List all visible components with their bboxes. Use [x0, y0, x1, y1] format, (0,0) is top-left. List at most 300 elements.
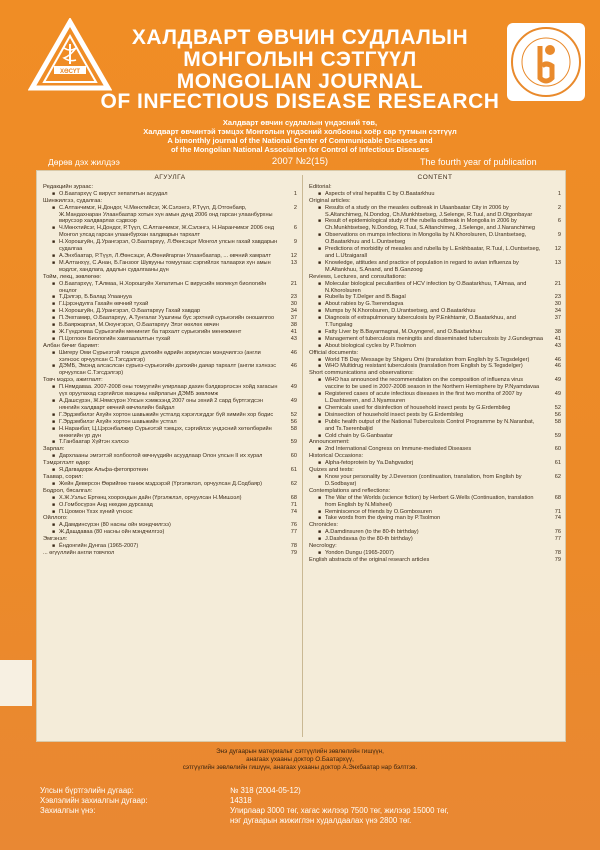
toc-entry [309, 191, 561, 198]
toc-entry [43, 467, 297, 474]
toc-entry-text: Г.Цэрэндулга Гахайн өвчний тухай [59, 301, 149, 308]
bullet-icon: ■ [318, 280, 322, 287]
toc-section-heading [43, 198, 297, 205]
bullet-icon: ■ [318, 549, 322, 556]
toc-entry [43, 350, 297, 364]
toc-entry-text: Molecular biological peculiarities of HCV infection by O.Baatarkhuu, T.Almaa, and N.Khorolsuren [325, 280, 527, 294]
bullet-icon: ■ [318, 259, 322, 266]
bullet-icon: ■ [318, 204, 322, 211]
toc-entry-text: О.Баатархүү, Т.Алмаа, Н.Хорошгуйн Хепатитын C вирусийн молекул биологийн онцлог [59, 280, 267, 294]
toc-page-number: 30 [290, 301, 297, 308]
toc-page-number: 23 [554, 294, 561, 301]
bullet-icon: ■ [318, 190, 322, 197]
subscription-value-2: нэг дугаарын жижиглэн худалдаалах үнэ 2800 төг. [230, 816, 412, 825]
toc-entry [309, 446, 561, 453]
toc-page-number: 76 [554, 529, 561, 536]
toc-entry-text: Disinsection of household insect pests by G.Erdembileg [325, 411, 464, 418]
bullet-icon: ■ [52, 308, 56, 315]
toc-entry [309, 246, 561, 260]
toc-page-number: 13 [290, 259, 297, 266]
bullet-icon: ■ [52, 439, 56, 446]
bullet-icon: ■ [318, 232, 322, 239]
subscription-value-1: Улирлаар 3000 төг, хагас жилээр 7500 төг, жилээр 15000 төг, [230, 806, 449, 815]
toc-entry-text: Т.Дэлгэр, Б.Балад Улаанууа [59, 294, 132, 301]
toc-entry-text: Н.Хорошгуйн, Д.Урангэрэл, О.Баатархүү, Л.Өөнсэцэг Монгол улсын гахай хавдарын судалгаа [59, 239, 278, 253]
toc-entry-text: Registered cases of acute infectious diseases in the first two months of 2007 by L.Dashtseren, and J.Nyamsuren [325, 391, 523, 404]
toc-page-number: 68 [290, 494, 297, 501]
title-mn-line2: МОНГОЛЫН СЭТГҮҮЛ [183, 48, 417, 71]
toc-entry-text: Cold chain by G.Ganbaatar [325, 432, 393, 439]
toc-entry [309, 232, 561, 246]
toc-section-heading [309, 488, 561, 495]
toc-english [309, 175, 561, 564]
toc-page-number: 1 [293, 190, 297, 197]
bullet-icon: ■ [52, 349, 56, 356]
toc-section-heading [309, 274, 561, 281]
bullet-icon: ■ [52, 204, 56, 211]
toc-entry-text: А.Дамдинсүрэн (80 насны ойн мэндчилгээ) [59, 522, 171, 529]
subscription-label: Захиалгын үнэ: [40, 806, 96, 815]
bullet-icon: ■ [52, 543, 56, 550]
toc-entry-text: Chemicals used for disinfection of household insect pests by G.Erdembileg [325, 404, 511, 411]
toc-page-number: 6 [557, 218, 561, 225]
toc-entry [309, 294, 561, 301]
toc-section-heading [43, 274, 297, 281]
bullet-icon: ■ [52, 225, 56, 232]
bullet-icon: ■ [318, 377, 322, 384]
toc-entry-text: П.Цоглоон Биологийн хамгаалалтын тухай [59, 335, 171, 342]
index-label: Хэвлэлийн захиалгын дугаар: [40, 796, 148, 805]
logo-left-text: ХӨСҮТ [59, 69, 81, 75]
toc-section-text: Редакцийн зураас: [43, 183, 94, 190]
toc-page-number: 68 [554, 494, 561, 501]
column-divider [302, 175, 303, 737]
toc-page-number: 43 [554, 342, 561, 349]
bullet-icon: ■ [318, 494, 322, 501]
notice-line-2: анагаах ухааны доктор О.Баатархүү, [246, 756, 354, 763]
toc-entry-text: World TB Day Message by Shigeru Omi (translation from English by S.Tegsdelger) [325, 356, 530, 363]
toc-section-heading [309, 467, 561, 474]
toc-entry-text: Public health output of the National Tuberculosis Control Programme by N.Naranbat, and Ts.Tserenbaljid [325, 418, 535, 432]
bullet-icon: ■ [318, 515, 322, 522]
toc-section-heading [309, 184, 561, 191]
bullet-icon: ■ [318, 473, 322, 480]
toc-entry [309, 391, 561, 405]
toc-entry [309, 329, 561, 336]
toc-entry [309, 205, 561, 219]
toc-page-number: 49 [290, 398, 297, 404]
toc-entry-text: Ж.Дашдаваа (80 насны ойн мэндчилгээ) [59, 529, 165, 536]
toc-page-number: 30 [554, 301, 561, 308]
toc-entry-text: С.Алтанчимэг, Н.Дондог, Ч.Мөнхтийсэг, Ж.Сэлэнгэ, Р.Түүл, Д.Отгонбаяр, Ж.Мандахнаран Улаанбаатар хотын хүн амын дунд 2006 онд гарсан улаанбурхны вирусээр халдварлах сэдвээр [59, 204, 273, 225]
toc-entry-text: A.Damdinsuren (to the 80-th birthday) [325, 529, 419, 536]
toc-page-number: 46 [290, 349, 297, 356]
toc-page-number: 13 [554, 259, 561, 266]
bullet-icon: ■ [52, 315, 56, 322]
toc-entry-text: Дархлааны эмгэгтэй холбоотой өвчнүүдийн асуудлаар Олон улсын II их хурал [59, 453, 263, 460]
toc-page-number: 41 [290, 328, 297, 335]
bullet-icon: ■ [52, 494, 56, 501]
bullet-icon: ■ [52, 529, 56, 536]
toc-page-number: 46 [554, 363, 561, 370]
toc-entry [309, 515, 561, 522]
toc-section-text: Necrology: [309, 543, 337, 550]
toc-entry [43, 529, 297, 536]
toc-page-number: 71 [290, 501, 297, 508]
toc-section-text: Албан бичиг баримт: [43, 342, 100, 349]
toc-page-number: 56 [290, 418, 297, 425]
bullet-icon: ■ [52, 522, 56, 529]
toc-section-text: Announcement: [309, 439, 350, 446]
toc-entry [309, 260, 561, 274]
toc-section-heading [43, 184, 297, 191]
toc-entry-text: Rubella by T.Delger and B.Bagal [325, 294, 406, 301]
subtitle-en-2: of the Mongolian National Association for Control of Infectious Diseases [170, 145, 430, 154]
toc-page-number: 59 [554, 432, 561, 439]
toc-section-text: Historical Occasions: [309, 453, 364, 460]
bullet-icon: ■ [52, 480, 56, 487]
bullet-icon: ■ [52, 363, 56, 370]
toc-section-heading [43, 343, 297, 350]
toc-section-heading [43, 474, 297, 481]
bullet-icon: ■ [318, 356, 322, 363]
toc-entry [43, 412, 297, 419]
subtitle-mn-1: Халдварт өвчин судлалын үндэсний төв, [222, 118, 378, 127]
title-en-line1: MONGOLIAN JOURNAL [176, 70, 424, 93]
toc-entry-text: Alpha-fetoprotein by Ya.Dahgvadorj [325, 460, 414, 467]
title-mn-line1: ХАЛДВАРТ ӨВЧИН СУДЛАЛЫН [131, 26, 469, 49]
toc-entry-text: Predictions of morbidity of measles and rubella by L.Enkhbaatar, R.Tuul, L.Ountsetseg, and L.Ufzaigarall [325, 246, 541, 259]
toc-entry [43, 205, 297, 226]
toc-page-number: 58 [290, 425, 297, 432]
toc-section-text: Editorial: [309, 183, 332, 190]
bullet-icon: ■ [318, 536, 322, 543]
toc-entry-text: Т.Ганбаатар Хүйтэн хэлхээ [59, 439, 129, 446]
toc-entry [43, 398, 297, 412]
toc-page-number: 46 [290, 363, 297, 370]
toc-entry [43, 426, 297, 440]
toc-entry [309, 460, 561, 467]
toc-entry [43, 322, 297, 329]
toc-entry [43, 453, 297, 460]
toc-page-number: 12 [290, 252, 297, 259]
toc-section-text: Зарлал: [43, 446, 65, 453]
bullet-icon: ■ [318, 411, 322, 418]
bullet-icon: ■ [318, 391, 322, 398]
toc-entry [309, 509, 561, 516]
toc-section-heading [43, 460, 297, 467]
subtitle-mn-2: Халдварт өвчинтэй тэмцэх Монголын үндэсний холбооны хоёр сар тутмын сэтгүүл [143, 127, 457, 136]
toc-entry [43, 543, 297, 550]
bullet-icon: ■ [52, 508, 56, 515]
bullet-icon: ■ [318, 335, 322, 342]
toc-entry-text: Know your personality by J.Deverson (continuation, translation, from English by D.Sodbayar) [325, 473, 522, 487]
toc-entry-text: Management of tuberculosis meningitis and disseminated tuberculosis by J.Gundegmaa [325, 335, 543, 342]
toc-section-heading [309, 543, 561, 550]
toc-entry-text: Yondon Dungu (1965-2007) [325, 549, 394, 556]
publication-year-en: The fourth year of publication [420, 157, 537, 167]
bullet-icon: ■ [52, 467, 56, 474]
toc-page-number: 12 [554, 246, 561, 253]
toc-entry-text: WHO has announced the recommendation on the composition of influenza virus vaccine to be used in 2007-2008 season in the Northern Hemisphere by P.Nyamdavaa [325, 377, 540, 391]
bullet-icon: ■ [52, 259, 56, 266]
toc-page-number: 37 [554, 315, 561, 322]
toc-entry-text: Results of a study on the measles outbreak in Ulaanbaatar City in 2006 by S.Altanchimeg, N.Dondog, Ch.Munkhtsetseg, J.Selenge, R.Tuul, and D.Otgonbayar [325, 204, 533, 218]
bullet-icon: ■ [52, 294, 56, 301]
bullet-icon: ■ [52, 252, 56, 259]
toc-entry-text: Н.Наранбат, Ц.Цэрэнбалжир Сүрьеэтэй тэмцэх, сэргийлэх үндэсний хөтөлбөрийн өнөөгийн үр дүн [59, 425, 272, 439]
toc-page-number: 52 [290, 411, 297, 418]
toc-entry-text: Н.Хорошгуйн, Д.Урангэрэл, О.Баатархүү Гахай хавдар [59, 308, 201, 315]
toc-entry [43, 419, 297, 426]
toc-entry [43, 363, 297, 377]
toc-page-number: 74 [554, 515, 561, 522]
toc-entry [43, 315, 297, 322]
bullet-icon: ■ [318, 432, 322, 439]
toc-section-text: English abstracts of the original research articles [309, 556, 430, 563]
toc-section-text: Бодрол, бясалгал: [43, 487, 93, 494]
toc-section-text: Official documents: [309, 349, 359, 356]
toc-page-number: 9 [293, 239, 297, 246]
subtitle-en-1: A bimonthly journal of the National Center of Communicable Diseases and [167, 136, 433, 145]
toc-mn-heading: АГУУЛГА [154, 174, 186, 181]
toc-entry [43, 329, 297, 336]
bullet-icon: ■ [318, 529, 322, 536]
toc-entry-text: ДЭМБ, Эмэнд алсаслсан сүрьеэ-сүрьеэгийн дэлхийн даяар тархалт (англи хэлнээс орчуулсан С.Тэгсдэлгэр) [59, 363, 277, 377]
toc-page-number: 43 [290, 335, 297, 342]
bullet-icon: ■ [318, 218, 322, 225]
toc-entry-text: Г.Эрдэмбилэг Ахуйн хортон шавьжийн устгалд хэрэглэгддэг бүй химийн хор бодис [59, 411, 274, 418]
toc-entry [309, 405, 561, 412]
toc-page-number: 23 [290, 294, 297, 301]
toc-section-heading [43, 550, 297, 557]
toc-entry [309, 363, 561, 370]
toc-entry-text: Г.Эрдэмбилэг Ахуйн хортон шавьжийн устгал [59, 418, 177, 425]
bullet-icon: ■ [318, 308, 322, 315]
publication-year-mn: Дөрөв дэх жилдээ [48, 157, 120, 167]
toc-section-text: Chronicles: [309, 522, 338, 529]
toc-entry-text: Mumps by N.Khorolsuren, D.Urantsetseg, and O.Baatarkhuu [325, 308, 476, 315]
bullet-icon: ■ [52, 322, 56, 329]
toc-entry-text: П.Энхтамир, О.Баатархүү, А.Тунгалаг Уушгины бус эрхтний сүрьеэгийн оношилгоо [59, 315, 275, 322]
toc-entry [309, 336, 561, 343]
toc-entry-text: 2nd International Congress on Immune-mediated Diseases [325, 446, 472, 453]
toc-entry [43, 509, 297, 516]
toc-entry [309, 308, 561, 315]
toc-entry-text: А.Дашсүрэн, Ж.Нямсүрэн Улсын хэмжээнд 2007 оны эхний 2 сард бүртгэгдсэн нянгийн халдварт өвчний өвчлөлийн байдал [59, 398, 263, 411]
bullet-icon: ■ [52, 335, 56, 342]
association-seal-icon [506, 22, 586, 102]
toc-entry [43, 502, 297, 509]
toc-section-text: Таавар, сорил: [43, 473, 84, 480]
issue-number: 2007 №2(15) [271, 156, 329, 167]
toc-page-number: 34 [290, 308, 297, 315]
toc-entry-text: WHO Multidrug resistant tuberculosis (translation from English by S.Tegsdelger) [325, 363, 523, 370]
toc-section-heading [309, 370, 561, 377]
toc-entry-text: Шигеру Оми Сүрьеэтэй тэмцэх дэлхийн өдрийн зориулсан мэндчилгээ (англи хэлнээс орчуулсан С.Тэгсдэлгэр) [59, 349, 261, 363]
library-sticker [0, 660, 32, 706]
toc-entry-text: А.Энхбаатар, Р.Түүл, Л.Өөнсэцэг, А.Өөнийгарган Улаанбаатар, ... өвчний хамралт [59, 252, 272, 259]
bullet-icon: ■ [52, 190, 56, 197]
toc-entry [309, 529, 561, 536]
toc-section-heading [309, 198, 561, 205]
toc-entry-text: Diagnosis of extrapulmonary tuberculosis by P.Enkhtamir, O.Baatarkhuu, and T.Tungalag [325, 315, 516, 329]
toc-entry [43, 191, 297, 198]
toc-entry [43, 239, 297, 253]
toc-section-heading [309, 522, 561, 529]
toc-section-heading [309, 439, 561, 446]
toc-page-number: 49 [554, 377, 561, 384]
toc-entry-text: Жейн Деверсон Өөрийгөө таниж мэдээрэй (Үргэлжлэл, орчуулсан Д.Содбаяр) [59, 480, 262, 487]
toc-entry [309, 315, 561, 329]
toc-entry [309, 495, 561, 509]
toc-section-text: Original articles: [309, 197, 351, 204]
toc-section-text: Reviews, Lectures, and consultations: [309, 273, 407, 280]
toc-section-text: Ойллого: [43, 515, 68, 522]
toc-section-text: Тэмдэглэлт өдөр: [43, 460, 91, 467]
toc-entry [309, 357, 561, 364]
toc-page-number: 62 [554, 473, 561, 480]
toc-section-text: Short communications and observations: [309, 370, 414, 377]
toc-section-heading [43, 536, 297, 543]
toc-page-number: 21 [554, 280, 561, 287]
bullet-icon: ■ [318, 301, 322, 308]
toc-entry [43, 384, 297, 398]
toc-page-number: 79 [290, 549, 297, 556]
bullet-icon: ■ [318, 246, 322, 253]
toc-entry [43, 281, 297, 295]
toc-entry-text: О.Гомбосүрэн Анд нөхдөө дурсахад [59, 501, 153, 508]
toc-section-text: ... өгүүллийн англи товчлол [43, 549, 115, 556]
toc-entry [309, 281, 561, 295]
toc-entry [43, 225, 297, 239]
toc-entry [309, 377, 561, 391]
bullet-icon: ■ [52, 418, 56, 425]
bullet-icon: ■ [52, 301, 56, 308]
toc-page-number: 2 [293, 204, 297, 211]
bullet-icon: ■ [52, 280, 56, 287]
bullet-icon: ■ [52, 239, 56, 246]
toc-entry [309, 474, 561, 488]
toc-page-number: 74 [290, 508, 297, 515]
toc-page-number: 9 [557, 232, 561, 239]
registration-label: Улсын бүртгэлийн дугаар: [40, 786, 134, 795]
toc-entry-text: О.Баатархүү C вирүст хепатитын асуудал [59, 190, 168, 197]
toc-page-number: 1 [557, 190, 561, 197]
toc-page-number: 60 [290, 453, 297, 460]
toc-entry-text: Б.Баяржаргал, М.Оюунгэрэл, О.Баатархүү Элэг өөхлөх өвчин [59, 322, 219, 329]
toc-entry [43, 253, 297, 260]
toc-page-number: 76 [290, 522, 297, 529]
toc-page-number: 71 [554, 508, 561, 515]
toc-entry [309, 419, 561, 433]
toc-entry [43, 481, 297, 488]
bullet-icon: ■ [52, 453, 56, 460]
bullet-icon: ■ [52, 501, 56, 508]
toc-section-heading [309, 557, 561, 564]
contents-panel [36, 170, 566, 742]
toc-page-number: 2 [557, 204, 561, 211]
toc-entry-text: Ч.Мөнхтийсэг, Н.Дондог, Р.Түүл, С.Алтанчимэг, Ж.Сэлэнгэ, Н.Наранчимэг 2006 онд Монгол улсад гарсан улаанбурхан халдварын тархалт [59, 225, 275, 239]
toc-entry-text: П.Цоомон Үхэх хүний үгнээс [59, 508, 133, 515]
toc-entry-text: Fatty Liver by B.Bayarmagnai, M.Ouyngerel, and O.Baatarkhuu [325, 328, 483, 335]
toc-mongolian [43, 175, 297, 557]
toc-section-text: Тойм, лекц, зөвлөгөө: [43, 273, 102, 280]
toc-page-number: 46 [554, 356, 561, 363]
toc-entry-text: Я.Дагвадорж Альфа-фетопротеин [59, 467, 148, 474]
toc-entry-text: П.Нямдаваа. 2007-2008 оны томуугийн улирлаар дахин бэлдвэрлэсэн хойд хагасын үүх оруулахад сэргийлэх вакцины найрлагын ДЭМБ зөвлөмж [59, 384, 278, 398]
toc-entry [43, 336, 297, 343]
toc-entry [309, 412, 561, 419]
toc-page-number: 58 [554, 418, 561, 425]
toc-entry-text: Take words from the dyeing man by P.Tsolmon [325, 515, 441, 522]
toc-entry [309, 343, 561, 350]
toc-section-text: Contemplations and reflections: [309, 487, 391, 494]
toc-entry-text: Х.Ж.Уэльс Ертөнц хоорондын дайн (Үргэлжлэл, орчуулсан Н.Мишээл) [59, 494, 242, 501]
toc-page-number: 77 [554, 536, 561, 543]
toc-section-heading [309, 453, 561, 460]
toc-section-text: Товч мэдээ, ажиглалт: [43, 377, 103, 384]
toc-page-number: 60 [554, 446, 561, 453]
toc-entry [309, 301, 561, 308]
toc-page-number: 77 [290, 529, 297, 536]
bullet-icon: ■ [52, 411, 56, 418]
bullet-icon: ■ [318, 460, 322, 467]
toc-entry [309, 536, 561, 543]
toc-entry [309, 218, 561, 232]
toc-page-number: 61 [290, 467, 297, 474]
registration-value: № 318 (2004-05-12) [230, 786, 301, 795]
toc-entry-text: Aspects of viral hepatitis C by O.Baatarkhuu [325, 190, 435, 197]
bullet-icon: ■ [318, 342, 322, 349]
bullet-icon: ■ [52, 398, 56, 404]
toc-entry-text: Reminiscence of friends by O.Gombosuren [325, 508, 432, 515]
toc-entry-text: About biological cycles by P.Tsolmon [325, 342, 416, 349]
notice-line-1: Энэ дугаарын материалыг сэтгүүлийн зөвлөлийн гишүүн, [216, 748, 384, 755]
toc-page-number: 34 [554, 308, 561, 315]
toc-section-heading [43, 488, 297, 495]
toc-page-number: 49 [554, 391, 561, 398]
toc-entry-text: J.Dashdavaa (to the 80-th birthday) [325, 536, 413, 543]
bullet-icon: ■ [52, 384, 56, 391]
toc-entry [309, 550, 561, 557]
editors-notice [0, 748, 600, 772]
toc-page-number: 62 [290, 480, 297, 487]
toc-en-heading: CONTENT [417, 174, 453, 181]
toc-page-number: 38 [290, 322, 297, 329]
toc-entry-text: Result of epidemiological study of the rubella outbreak in Mongolia in 2006 by Ch.Munkhtsetseg, N.Dondog, R.Tuul, S.Altanchimeg, J.Selenge, and J.Naranchimeg [325, 218, 535, 232]
bullet-icon: ■ [318, 315, 322, 322]
toc-page-number: 21 [290, 280, 297, 287]
toc-page-number: 37 [290, 315, 297, 322]
bullet-icon: ■ [318, 328, 322, 335]
toc-entry [43, 439, 297, 446]
toc-entry [309, 433, 561, 440]
toc-page-number: 61 [554, 460, 561, 467]
toc-section-heading [309, 350, 561, 357]
toc-page-number: 56 [554, 411, 561, 418]
toc-entry-text: Ж.Гүндэгмаа Сүрьеэгийн менингит ба тархалт сүрьеэгийн менежмент [59, 328, 242, 335]
bullet-icon: ■ [52, 328, 56, 335]
toc-entry [43, 495, 297, 502]
toc-page-number: 41 [554, 335, 561, 342]
toc-entry-text: Ёндонгийн Дунгаа (1965-2007) [59, 543, 139, 550]
toc-section-text: Шинжилгээ, судалгаа: [43, 197, 103, 204]
toc-page-number: 38 [554, 328, 561, 335]
toc-entry-text: The War of the Worlds (science fiction) by Herbert G.Wells (Continuation, translation from English by N.Misheel) [325, 494, 534, 508]
toc-entry-text: Observations on mumps infections in Mongolia by N.Khorolsuren, D.Urantsetseg, O.Baatarkhuu and L.Ountsetseg [325, 232, 527, 246]
toc-entry-text: Knowledge, attitudes and practice of population in regard to avian influenza by M.Altankhuu, S.Anand, and B.Ganzoog [325, 259, 519, 273]
